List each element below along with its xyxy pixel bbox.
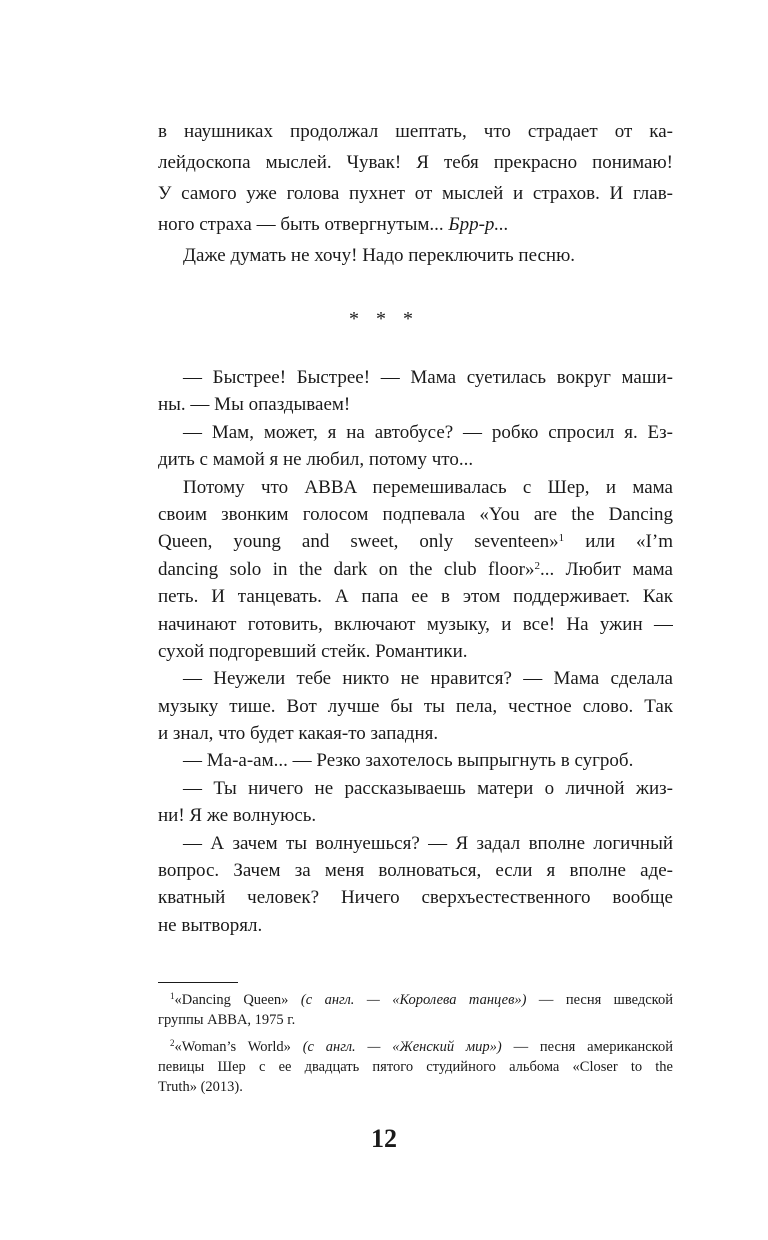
text-line <box>158 611 673 638</box>
text-line <box>158 419 673 446</box>
text-line <box>158 364 673 391</box>
footnote <box>158 1037 673 1097</box>
text-line <box>158 583 673 610</box>
text-segment: Потому что ABBA перемешивалась с Шер, и мама <box>183 476 673 498</box>
text-segment: группы ABBA, 1975 г. <box>158 1012 296 1028</box>
text-line <box>158 638 673 665</box>
text-segment: ны. — Мы опаздываем! <box>158 394 351 416</box>
text-line <box>158 147 673 178</box>
text-line <box>158 747 673 774</box>
text-line <box>158 1077 673 1097</box>
text-line <box>158 775 673 802</box>
text-line <box>158 720 673 747</box>
text-line <box>158 474 673 501</box>
page-number: 12 <box>371 1124 397 1153</box>
text-segment: Truth» (2013). <box>158 1079 243 1095</box>
footnote-marker: 1 <box>558 532 565 545</box>
text-line <box>158 990 673 1010</box>
text-line <box>158 1010 673 1030</box>
text-segment: своим звонким голосом подпевала «You are the Dancing <box>158 503 673 525</box>
footnote-marker: 1 <box>170 991 175 1001</box>
footnote-separator <box>158 982 238 983</box>
text-segment: У самого уже голова пухнет от мыслей и страхов. И глав- <box>158 183 673 204</box>
text-segment: — Мам, может, я на автобусе? — робко спросил я. Ез- <box>183 421 673 443</box>
text-segment: «Woman’s World» <box>174 1039 303 1055</box>
text-line <box>158 209 673 240</box>
text-line <box>158 884 673 911</box>
footnotes <box>158 990 673 1097</box>
text-segment: не вытворял. <box>158 914 263 936</box>
text-segment: начинают готовить, включают музыку, и все! На ужин — <box>158 613 673 635</box>
text-segment: — песня американской <box>501 1039 673 1055</box>
text-segment: dancing solo in the dark on the club floor» <box>158 558 535 580</box>
text-segment: в наушниках продолжал шептать, что страдает от ка- <box>158 121 673 142</box>
text-segment: Queen, young and sweet, only seventeen» <box>158 531 559 553</box>
text-line <box>158 240 673 271</box>
text-line <box>158 556 673 583</box>
italic-text: (с англ. — «Королева танцев») <box>300 992 527 1008</box>
text-line <box>158 116 673 147</box>
text-line <box>158 830 673 857</box>
text-segment: ного страха — быть отвергнутым... <box>158 214 449 235</box>
text-segment: — Быстрее! Быстрее! — Мама суетилась вокруг маши- <box>183 367 673 388</box>
text-line <box>158 528 673 555</box>
text-line <box>158 1057 673 1077</box>
text-segment: ни! Я же волнуюсь. <box>158 805 317 827</box>
text-segment: кватный человек? Ничего сверхъестественного вообще <box>158 887 673 909</box>
footnote <box>158 990 673 1030</box>
text-line <box>158 802 673 829</box>
text-segment: ... Любит мама <box>539 558 673 580</box>
text-segment: лейдоскопа мыслей. Чувак! Я тебя прекрасно понимаю! <box>158 152 673 173</box>
text-segment: — Ты ничего не рассказываешь матери о личной жиз- <box>183 777 673 799</box>
body-text-block-1 <box>158 116 673 271</box>
text-segment: музыку тише. Вот лучше бы ты пела, честное слово. Так <box>158 695 673 717</box>
text-segment: сухой подгоревший стейк. Романтики. <box>158 640 468 662</box>
section-break: * * * <box>349 308 419 330</box>
text-segment: певицы Шер с ее двадцать пятого студийного альбома «Closer to the <box>158 1059 673 1075</box>
text-line <box>158 178 673 209</box>
footnote-marker: 2 <box>534 559 540 572</box>
text-line <box>158 857 673 884</box>
text-line <box>158 446 673 473</box>
footnote-gap <box>158 1030 673 1037</box>
text-line <box>158 1037 673 1057</box>
text-segment: — песня шведской <box>526 992 673 1008</box>
text-segment: — Неужели тебе никто не нравится? — Мама сделала <box>183 668 673 690</box>
text-line <box>158 693 673 720</box>
body-text-block-2 <box>158 364 673 939</box>
text-line <box>158 665 673 692</box>
text-line <box>158 912 673 939</box>
text-segment: дить с мамой я не любил, потому что... <box>158 449 474 471</box>
text-segment: вопрос. Зачем за меня волноваться, если я вполне аде- <box>158 860 673 882</box>
text-segment: или «I’m <box>564 531 673 553</box>
italic-text: (с англ. — «Женский мир») <box>302 1039 502 1055</box>
text-segment: петь. И танцевать. А папа ее в этом поддерживает. Как <box>158 586 673 608</box>
text-segment: «Dancing Queen» <box>174 992 301 1008</box>
text-segment: — Ма-а-ам... — Резко захотелось выпрыгнуть в сугроб. <box>183 750 634 772</box>
footnote-marker: 2 <box>170 1038 175 1048</box>
text-line <box>158 501 673 528</box>
text-segment: — А зачем ты волнуешься? — Я задал вполне логичный <box>183 832 673 854</box>
italic-text: Брр-р... <box>448 214 509 235</box>
text-segment: и знал, что будет какая-то западня. <box>158 723 439 745</box>
text-segment: Даже думать не хочу! Надо переключить песню. <box>183 245 576 266</box>
text-line <box>158 391 673 418</box>
